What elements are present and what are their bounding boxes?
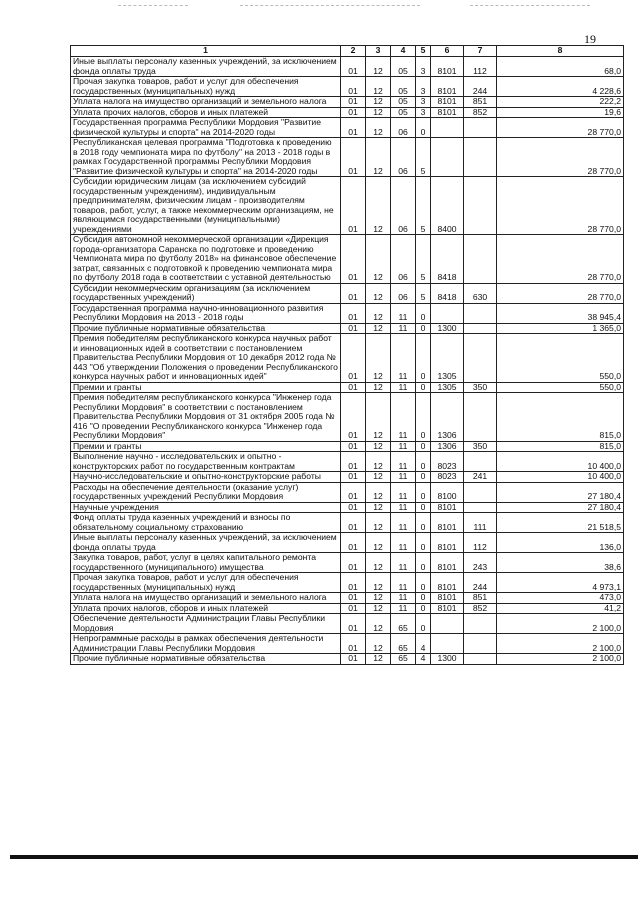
subsection-code: 12 — [366, 513, 391, 533]
row-name: Уплата налога на имущество организаций и земельного налога — [71, 593, 341, 604]
section-code: 01 — [341, 57, 366, 77]
section-code: 01 — [341, 482, 366, 502]
amount: 38,6 — [497, 553, 624, 573]
subsection-code: 12 — [366, 573, 391, 593]
row-name: Обеспечение деятельности Администрации Главы Республики Мордовия — [71, 614, 341, 634]
amount: 28 770,0 — [497, 235, 624, 284]
row-name: Научно-исследовательские и опытно-конструкторские работы — [71, 472, 341, 483]
scan-border-bar — [10, 855, 638, 859]
section-code: 01 — [341, 573, 366, 593]
subsection-code: 12 — [366, 334, 391, 383]
expense-type-code: 851 — [464, 97, 497, 108]
subsection-code: 12 — [366, 138, 391, 177]
expense-type-code: 350 — [464, 382, 497, 393]
amount: 550,0 — [497, 334, 624, 383]
target-code: 1306 — [431, 393, 464, 442]
expense-type-code: 852 — [464, 107, 497, 118]
section-code: 01 — [341, 118, 366, 138]
amount: 28 770,0 — [497, 138, 624, 177]
subprogram-code: 3 — [416, 107, 431, 118]
amount: 28 770,0 — [497, 118, 624, 138]
program-code: 11 — [391, 472, 416, 483]
row-name: Субсидии юридическим лицам (за исключением субсидий государственным учреждениям), индивидуальным предпринимателям, физическим лицам - производителям товаров, работ, услуг, а также некоммерческим организациям, не являющимся государственными (муниципальными) учреждениями — [71, 177, 341, 235]
expense-type-code: 112 — [464, 57, 497, 77]
target-code: 1305 — [431, 334, 464, 383]
header-cell: 3 — [366, 46, 391, 57]
section-code: 01 — [341, 138, 366, 177]
target-code — [431, 118, 464, 138]
subprogram-code: 5 — [416, 235, 431, 284]
target-code: 1305 — [431, 382, 464, 393]
program-code: 11 — [391, 513, 416, 533]
amount: 28 770,0 — [497, 177, 624, 235]
section-code: 01 — [341, 513, 366, 533]
section-code: 01 — [341, 533, 366, 553]
row-name: Уплата налога на имущество организаций и земельного налога — [71, 97, 341, 108]
table-row — [71, 235, 624, 284]
amount: 136,0 — [497, 533, 624, 553]
amount: 27 180,4 — [497, 502, 624, 513]
row-name: Республиканская целевая программа "Подготовка к проведению в 2018 году чемпионата мира по футболу" на 2013 - 2018 годы в рамках Государственной программы Республики Мордовия "Развитие физической культуры и спорта" на 2014-2020 годы — [71, 138, 341, 177]
subprogram-code: 0 — [416, 118, 431, 138]
section-code: 01 — [341, 441, 366, 452]
subsection-code: 12 — [366, 382, 391, 393]
expense-type-code — [464, 634, 497, 654]
table-row — [71, 573, 624, 593]
table-row — [71, 452, 624, 472]
program-code: 65 — [391, 654, 416, 665]
row-name: Премия победителям республиканского конкурса "Инженер года Республики Мордовия" в соответствии с постановлением Правительства Республики Мордовия от 31 октября 2005 года № 416 "О проведении Республиканского конкурса "Инженер года Республики Мордовия" — [71, 393, 341, 442]
table-row — [71, 502, 624, 513]
program-code: 06 — [391, 177, 416, 235]
subsection-code: 12 — [366, 235, 391, 284]
expense-type-code — [464, 393, 497, 442]
table-row — [71, 118, 624, 138]
budget-table — [70, 45, 624, 665]
row-name: Иные выплаты персоналу казенных учреждений, за исключением фонда оплаты труда — [71, 57, 341, 77]
row-name: Государственная программа научно-инновационного развития Республики Мордовия на 2013 - 2018 годы — [71, 303, 341, 323]
table-row — [71, 654, 624, 665]
row-name: Прочие публичные нормативные обязательства — [71, 654, 341, 665]
program-code: 11 — [391, 334, 416, 383]
target-code: 8400 — [431, 177, 464, 235]
section-code: 01 — [341, 334, 366, 383]
header-cell: 6 — [431, 46, 464, 57]
target-code: 8101 — [431, 77, 464, 97]
header-cell: 2 — [341, 46, 366, 57]
expense-type-code — [464, 138, 497, 177]
expense-type-code — [464, 177, 497, 235]
target-code: 8101 — [431, 57, 464, 77]
section-code: 01 — [341, 614, 366, 634]
row-name: Уплата прочих налогов, сборов и иных платежей — [71, 107, 341, 118]
expense-type-code — [464, 235, 497, 284]
table-row — [71, 303, 624, 323]
program-code: 11 — [391, 603, 416, 614]
subsection-code: 12 — [366, 107, 391, 118]
target-code: 8101 — [431, 513, 464, 533]
subprogram-code: 4 — [416, 654, 431, 665]
section-code: 01 — [341, 177, 366, 235]
program-code: 06 — [391, 138, 416, 177]
amount: 4 228,6 — [497, 77, 624, 97]
table-row — [71, 533, 624, 553]
program-code: 06 — [391, 118, 416, 138]
table-header-row — [71, 46, 624, 57]
program-code: 11 — [391, 533, 416, 553]
program-code: 06 — [391, 283, 416, 303]
table-row — [71, 323, 624, 334]
row-name: Расходы на обеспечение деятельности (оказание услуг) государственных учреждений Республики Мордовия — [71, 482, 341, 502]
subsection-code: 12 — [366, 482, 391, 502]
program-code: 05 — [391, 97, 416, 108]
row-name: Субсидия автономной некоммерческой организации «Дирекция города-организатора Саранска по подготовке и проведению Чемпионата мира по футболу 2018» на финансовое обеспечение затрат, связанных с подготовкой к проведению чемпионата мира по футболу 2018 года в соответствии с уставной деятельностью — [71, 235, 341, 284]
table-row — [71, 634, 624, 654]
section-code: 01 — [341, 603, 366, 614]
target-code: 8101 — [431, 593, 464, 604]
expense-type-code: 112 — [464, 533, 497, 553]
section-code: 01 — [341, 452, 366, 472]
table-row — [71, 107, 624, 118]
subprogram-code: 0 — [416, 441, 431, 452]
section-code: 01 — [341, 634, 366, 654]
scan-artifact — [470, 5, 590, 6]
program-code: 11 — [391, 573, 416, 593]
program-code: 11 — [391, 502, 416, 513]
header-cell: 1 — [71, 46, 341, 57]
program-code: 05 — [391, 107, 416, 118]
row-name: Прочая закупка товаров, работ и услуг для обеспечения государственных (муниципальных) нужд — [71, 573, 341, 593]
subsection-code: 12 — [366, 97, 391, 108]
target-code: 8101 — [431, 97, 464, 108]
subprogram-code: 0 — [416, 513, 431, 533]
table-row — [71, 472, 624, 483]
amount: 19,6 — [497, 107, 624, 118]
amount: 2 100,0 — [497, 614, 624, 634]
subsection-code: 12 — [366, 323, 391, 334]
table-row — [71, 393, 624, 442]
section-code: 01 — [341, 107, 366, 118]
section-code: 01 — [341, 553, 366, 573]
expense-type-code: 350 — [464, 441, 497, 452]
row-name: Премии и гранты — [71, 382, 341, 393]
target-code: 8101 — [431, 573, 464, 593]
row-name: Выполнение научно - исследовательских и опытно - конструкторских работ по государственным контрактам — [71, 452, 341, 472]
expense-type-code: 851 — [464, 593, 497, 604]
program-code: 11 — [391, 303, 416, 323]
subprogram-code: 0 — [416, 533, 431, 553]
target-code — [431, 614, 464, 634]
target-code: 8101 — [431, 533, 464, 553]
expense-type-code: 244 — [464, 573, 497, 593]
subprogram-code: 5 — [416, 177, 431, 235]
table-row — [71, 283, 624, 303]
expense-type-code — [464, 323, 497, 334]
section-code: 01 — [341, 303, 366, 323]
row-name: Премия победителям республиканского конкурса научных работ и инновационных идей в соответствии с постановлением Правительства Республики Мордовия от 10 декабря 2012 года № 443 "Об утверждении Положения о проведении Республиканского конкурса научных работ и инновационных идей" — [71, 334, 341, 383]
amount: 815,0 — [497, 393, 624, 442]
row-name: Государственная программа Республики Мордовия "Развитие физической культуры и спорта" на 2014-2020 годы — [71, 118, 341, 138]
target-code: 1306 — [431, 441, 464, 452]
scan-artifact — [240, 5, 420, 6]
expense-type-code — [464, 482, 497, 502]
expense-type-code: 241 — [464, 472, 497, 483]
amount: 10 400,0 — [497, 472, 624, 483]
section-code: 01 — [341, 472, 366, 483]
amount: 38 945,4 — [497, 303, 624, 323]
target-code — [431, 303, 464, 323]
section-code: 01 — [341, 502, 366, 513]
row-name: Субсидии некоммерческим организациям (за исключением государственных учреждений) — [71, 283, 341, 303]
amount: 68,0 — [497, 57, 624, 77]
program-code: 11 — [391, 553, 416, 573]
expense-type-code: 111 — [464, 513, 497, 533]
target-code: 1300 — [431, 323, 464, 334]
subprogram-code: 0 — [416, 502, 431, 513]
section-code: 01 — [341, 382, 366, 393]
subprogram-code: 0 — [416, 614, 431, 634]
subsection-code: 12 — [366, 654, 391, 665]
amount: 10 400,0 — [497, 452, 624, 472]
target-code: 8418 — [431, 283, 464, 303]
subsection-code: 12 — [366, 593, 391, 604]
subsection-code: 12 — [366, 77, 391, 97]
amount: 550,0 — [497, 382, 624, 393]
program-code: 65 — [391, 614, 416, 634]
row-name: Фонд оплаты труда казенных учреждений и взносы по обязательному социальному страхованию — [71, 513, 341, 533]
row-name: Иные выплаты персоналу казенных учреждений, за исключением фонда оплаты труда — [71, 533, 341, 553]
subprogram-code: 0 — [416, 382, 431, 393]
table-row — [71, 614, 624, 634]
subsection-code: 12 — [366, 553, 391, 573]
expense-type-code: 630 — [464, 283, 497, 303]
subsection-code: 12 — [366, 603, 391, 614]
header-cell: 5 — [416, 46, 431, 57]
subprogram-code: 0 — [416, 452, 431, 472]
target-code: 1300 — [431, 654, 464, 665]
target-code — [431, 634, 464, 654]
section-code: 01 — [341, 393, 366, 442]
table-row — [71, 513, 624, 533]
target-code: 8101 — [431, 107, 464, 118]
subprogram-code: 0 — [416, 303, 431, 323]
subprogram-code: 0 — [416, 393, 431, 442]
expense-type-code — [464, 614, 497, 634]
amount: 473,0 — [497, 593, 624, 604]
program-code: 05 — [391, 77, 416, 97]
table-row — [71, 334, 624, 383]
table-row — [71, 382, 624, 393]
subsection-code: 12 — [366, 533, 391, 553]
amount: 2 100,0 — [497, 634, 624, 654]
header-cell: 7 — [464, 46, 497, 57]
subsection-code: 12 — [366, 472, 391, 483]
subsection-code: 12 — [366, 303, 391, 323]
subsection-code: 12 — [366, 118, 391, 138]
target-code: 8100 — [431, 482, 464, 502]
section-code: 01 — [341, 97, 366, 108]
expense-type-code — [464, 118, 497, 138]
subprogram-code: 3 — [416, 57, 431, 77]
expense-type-code: 243 — [464, 553, 497, 573]
section-code: 01 — [341, 235, 366, 284]
amount: 4 973,1 — [497, 573, 624, 593]
subsection-code: 12 — [366, 441, 391, 452]
section-code: 01 — [341, 283, 366, 303]
subsection-code: 12 — [366, 634, 391, 654]
program-code: 11 — [391, 441, 416, 452]
section-code: 01 — [341, 323, 366, 334]
subprogram-code: 0 — [416, 603, 431, 614]
expense-type-code — [464, 452, 497, 472]
expense-type-code — [464, 502, 497, 513]
section-code: 01 — [341, 77, 366, 97]
program-code: 05 — [391, 57, 416, 77]
expense-type-code: 244 — [464, 77, 497, 97]
subprogram-code: 0 — [416, 553, 431, 573]
table-row — [71, 177, 624, 235]
subprogram-code: 5 — [416, 283, 431, 303]
table-row — [71, 553, 624, 573]
target-code: 8418 — [431, 235, 464, 284]
target-code: 8101 — [431, 502, 464, 513]
page-number: 19 — [584, 32, 596, 46]
subsection-code: 12 — [366, 614, 391, 634]
row-name: Уплата прочих налогов, сборов и иных платежей — [71, 603, 341, 614]
target-code — [431, 138, 464, 177]
subprogram-code: 0 — [416, 334, 431, 383]
section-code: 01 — [341, 593, 366, 604]
target-code: 8101 — [431, 553, 464, 573]
expense-type-code — [464, 654, 497, 665]
amount: 222,2 — [497, 97, 624, 108]
program-code: 06 — [391, 235, 416, 284]
table-row — [71, 57, 624, 77]
table-row — [71, 441, 624, 452]
amount: 41,2 — [497, 603, 624, 614]
program-code: 11 — [391, 382, 416, 393]
table-row — [71, 138, 624, 177]
amount: 1 365,0 — [497, 323, 624, 334]
section-code: 01 — [341, 654, 366, 665]
subprogram-code: 0 — [416, 323, 431, 334]
row-name: Прочие публичные нормативные обязательства — [71, 323, 341, 334]
subprogram-code: 0 — [416, 593, 431, 604]
target-code: 8023 — [431, 472, 464, 483]
subsection-code: 12 — [366, 502, 391, 513]
scan-artifact — [118, 5, 188, 6]
program-code: 11 — [391, 593, 416, 604]
expense-type-code — [464, 334, 497, 383]
header-cell: 4 — [391, 46, 416, 57]
subprogram-code: 3 — [416, 77, 431, 97]
subprogram-code: 0 — [416, 472, 431, 483]
subsection-code: 12 — [366, 452, 391, 472]
amount: 2 100,0 — [497, 654, 624, 665]
amount: 28 770,0 — [497, 283, 624, 303]
program-code: 11 — [391, 452, 416, 472]
subprogram-code: 3 — [416, 97, 431, 108]
expense-type-code — [464, 303, 497, 323]
table-row — [71, 603, 624, 614]
amount: 27 180,4 — [497, 482, 624, 502]
subsection-code: 12 — [366, 57, 391, 77]
subprogram-code: 0 — [416, 482, 431, 502]
table-row — [71, 482, 624, 502]
program-code: 11 — [391, 482, 416, 502]
program-code: 11 — [391, 323, 416, 334]
row-name: Закупка товаров, работ, услуг в целях капитального ремонта государственного (муниципального) имущества — [71, 553, 341, 573]
subprogram-code: 5 — [416, 138, 431, 177]
amount: 815,0 — [497, 441, 624, 452]
program-code: 11 — [391, 393, 416, 442]
header-cell: 8 — [497, 46, 624, 57]
table-row — [71, 593, 624, 604]
table-row — [71, 97, 624, 108]
row-name: Непрограммные расходы в рамках обеспечения деятельности Администрации Главы Республики Мордовия — [71, 634, 341, 654]
target-code: 8023 — [431, 452, 464, 472]
target-code: 8101 — [431, 603, 464, 614]
row-name: Прочая закупка товаров, работ и услуг для обеспечения государственных (муниципальных) нужд — [71, 77, 341, 97]
subsection-code: 12 — [366, 283, 391, 303]
subsection-code: 12 — [366, 393, 391, 442]
amount: 21 518,5 — [497, 513, 624, 533]
row-name: Премии и гранты — [71, 441, 341, 452]
subprogram-code: 4 — [416, 634, 431, 654]
expense-type-code: 852 — [464, 603, 497, 614]
subprogram-code: 0 — [416, 573, 431, 593]
subsection-code: 12 — [366, 177, 391, 235]
table-row — [71, 77, 624, 97]
row-name: Научные учреждения — [71, 502, 341, 513]
program-code: 65 — [391, 634, 416, 654]
